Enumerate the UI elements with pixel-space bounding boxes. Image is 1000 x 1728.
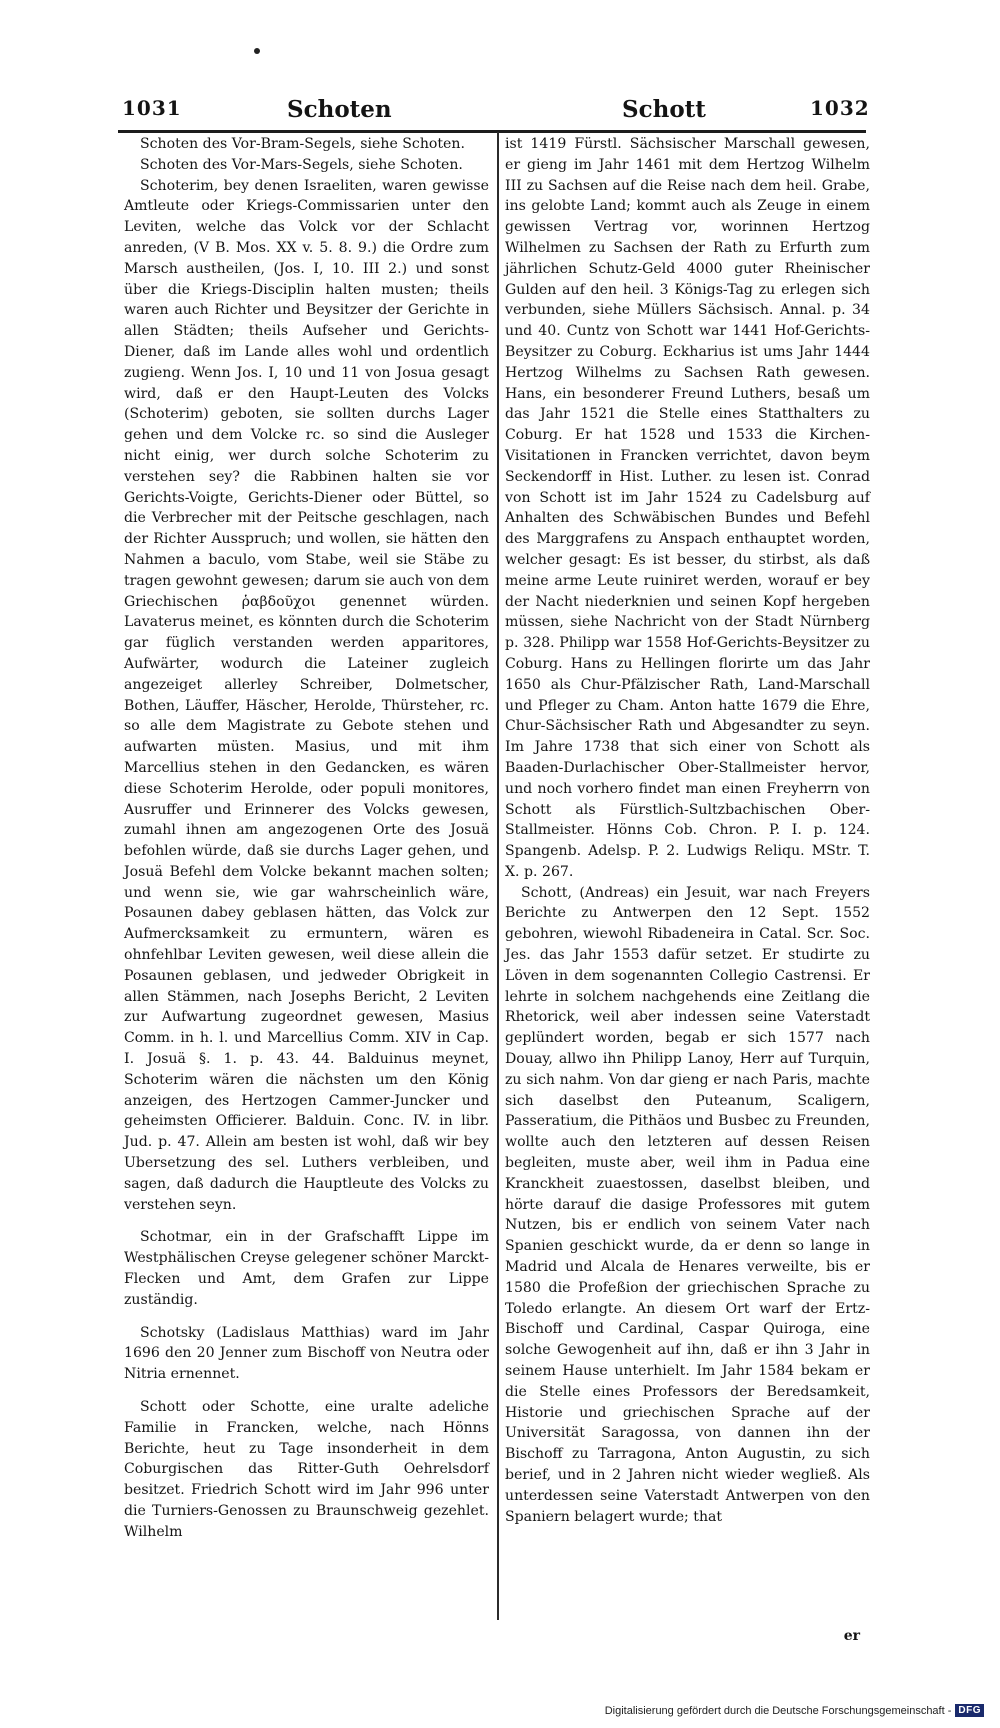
page-header — [122, 96, 870, 130]
entry-schotsky: Schotsky (Ladislaus Matthias) ward im Jahr 1696 den 20 Jenner zum Bischoff von Neutra oder Nitria ernennet. — [124, 1324, 489, 1383]
left-running-head: Schoten — [287, 96, 392, 123]
entry-vor-mars: Schoten des Vor-Mars-Segels, siehe Schoten. — [140, 156, 463, 173]
left-column — [124, 134, 489, 1543]
digitization-footer — [605, 1704, 984, 1717]
entry-schott-family-continued: ist 1419 Fürstl. Sächsischer Marschall gewesen, er gieng im Jahr 1461 mit dem Hertzog Wilhelm III zu Sachsen auf die Reise nach dem heil. Grabe, ins gelobte Land; kommt auch als Zeuge in einem gewissen Vertrag vor, worinnen Hertzog Wilhelmen zu Sachsen der Rath zu Erfurth zum jährlichen Schutz-Geld 4000 guter Rheinischer Gulden auf den heil. 3 Königs-Tag zu erlegen sich verbunden, siehe Müllers Sächsisch. Annal. p. 34 und 40. Cuntz von Schott war 1441 Hof-Gerichts-Beysitzer zu Coburg. Eckharius ist ums Jahr 1444 Hertzog Wilhelms zu Sachsen Rath gewesen. Hans, ein besonderer Freund Luthers, besaß um das Jahr 1521 die Stelle eines Statthalters zu Coburg. Er hat 1528 und 1533 die Kirchen-Visitationen in Francken verrichtet, davon beym Seckendorff in Hist. Luther. zu lesen ist. Conrad von Schott ist im Jahr 1524 zu Cadelsburg auf Anhalten des Schwäbischen Bundes und Befehl des Marggrafens zu Anspach enthauptet worden, welcher gesagt: Es ist besser, du stirbst, als daß meine arme Leute ruiniret werden, worauf er bey der Nacht niederknien und seinen Kopf hergeben müssen, siehe Nachricht von der Stadt Nürnberg p. 328. Philipp war 1558 Hof-Gerichts-Beysitzer zu Coburg. Hans zu Hellingen florirte um das Jahr 1650 als Chur-Pfälzischer Rath, Land-Marschall und Pfleger zu Cham. Anton hatte 1679 die Ehre, Chur-Sächsischer Rath und Abgesandter zu seyn. Im Jahre 1738 that sich einer von Schott als Baaden-Durlachischer Ober-Stallmeister hervor, und noch vorhero findet man einen Freyherrn von Schott als Fürstlich-Sultzbachischen Ober-Stallmeister. Hönns Cob. Chron. P. I. p. 124. Spangenb. Adelsp. P. 2. Ludwigs Reliqu. MStr. T. X. p. 267. — [505, 136, 870, 880]
left-page-number: 1031 — [122, 96, 182, 120]
entry-vor-bram: Schoten des Vor-Bram-Segels, siehe Schoten. — [140, 136, 465, 152]
header-rule — [118, 130, 866, 133]
right-page-number: 1032 — [810, 96, 870, 120]
entry-schotmar: Schotmar, ein in der Grafschafft Lippe im Westphälischen Creyse gelegener schöner Marckt-Flecken und Amt, dem Grafen zur Lippe zuständig. — [124, 1229, 489, 1308]
entry-schott-andreas: Schott, (Andreas) ein Jesuit, war nach Freyers Berichte zu Antwerpen den 12 Sept. 1552 gebohren, wiewohl Ribadeneira in Catal. Scr. Soc. Jes. das Jahr 1553 dafür setzet. Er studirte zu Löven in dem sogenannten Collegio Castrensi. Er lehrte in solchem nachgehends eine Zeitlang die Rhetorick, weil aber indessen seine Vaterstadt geplündert worden, begab er sich 1577 nach Douay, allwo ihn Philipp Lanoy, Herr auf Turquin, zu sich nahm. Von dar gieng er nach Paris, machte sich daselbst den Puteanum, Scaligern, Passeratium, die Pithäos und Busbec zu Freunden, wollte auch den letzteren auf dessen Reisen begleiten, muste aber, weil ihm in Padua eine Kranckheit zuaestossen, daselbst bleiben, und hörte darauf die dasige Professores mit gutem Nutzen, bis er endlich von seinem Vater nach Spanien geschickt wurde, da er denn so lange in Madrid und Alcala de Henares verweilte, bis er 1580 die Profeßion der griechischen Sprache zu Toledo erlangte. An diesem Ort warf der Ertz-Bischoff und Cardinal, Caspar Quiroga, eine solche Gewogenheit auf ihn, daß er ihn 3 Jahr in seinem Hause unterhielt. Im Jahr 1584 bekam er die Stelle eines Professors der Beredsamkeit, Historie und griechischen Sprache auf der Universität Saragossa, von dannen ihn der Bischoff zu Tarragona, Anton Augustin, zu sich berief, und in 2 Jahren nicht wieder wegließ. Als unterdessen seine Vaterstadt Antwerpen von den Spaniern belagert wurde; that — [505, 884, 870, 1525]
right-column — [505, 134, 870, 1527]
entry-schott-family: Schott oder Schotte, eine uralte adeliche Familie in Francken, welche, nach Hönns Berichte, heut zu Tage insonderheit in dem Coburgischen das Ritter-Guth Oehrelsdorf besitzet. Friedrich Schott wird im Jahr 996 unter die Turniers-Genossen zu Braunschweig gezehlet. Wilhelm — [124, 1399, 489, 1540]
column-divider — [497, 132, 499, 1620]
ink-dot — [254, 48, 260, 54]
right-running-head: Schott — [622, 96, 706, 123]
catchword: er — [843, 1628, 860, 1644]
entry-schoterim: Schoterim, bey denen Israeliten, waren gewisse Amtleute oder Kriegs-Commissarien unter den Leviten, welche das Volck vor der Schlacht anreden, (V B. Mos. XX v. 5. 8. 9.) die Ordre zum Marsch austheilen, (Jos. I, 10. III 2.) und sonst über die Kriegs-Disciplin halten musten; theils waren auch Richter und Beysitzer der Gerichte in allen Städten; theils Aufseher und Gerichts-Diener, daß im Lande alles wohl und ordentlich zugieng. Wenn Jos. I, 10 und 11 von Josua gesagt wird, daß er den Haupt-Leuten des Volcks (Schoterim) geboten, sie sollten durchs Lager gehen und dem Volcke rc. so sind die Ausleger nicht einig, wer durch solche Schoterim zu verstehen sey? die Rabbinen halten sie vor Gerichts-Voigte, Gerichts-Diener oder Büttel, so die Verbrecher mit der Peitsche geschlagen, nach der Richter Ausspruch; und wollen, sie hätten den Nahmen a baculo, vom Stabe, weil sie Stäbe zu tragen gewohnt gewesen; darum sie auch von dem Griechischen ῥαβδοῦχοι genennet würden. Lavaterus meinet, es könnten durch die Schoterim gar füglich verstanden werden apparitores, Aufwärter, wodurch die Lateiner zugleich angezeiget allerley Schreiber, Dolmetscher, Bothen, Läuffer, Häscher, Herolde, Thürsteher, rc. so alle dem Magistrate zu Gebote stehen und aufwarten müsten. Masius, und mit ihm Marcellius stehen in den Gedancken, es wären diese Schoterim Herolde, oder populi monitores, Ausruffer und Erinnerer des Volcks gewesen, zumahl ihnen am angezogenen Orte des Josuä befohlen würde, daß sie durchs Lager gehen, und Josuä Befehl dem Volcke bekannt machen solten; und wenn sie, wie gar wahrscheinlich wäre, Posaunen dabey geblasen hätten, das Volck zur Aufmercksamkeit zu ermuntern, wären es ohnfehlbar Leviten gewesen, weil diese allein die Posaunen geblasen, und jedweder Obrigkeit in allen Stämmen, nach Josephs Bericht, 2 Leviten zur Aufwartung zugeordnet gewesen, Masius Comm. in h. l. und Marcellius Comm. XIV in Cap. I. Josuä §. 1. p. 43. 44. Balduinus meynet, Schoterim wären die nächsten um den König anzeigen, des Hertzogen Cammer-Juncker und geheimsten Officierer. Balduin. Conc. IV. in libr. Jud. p. 47. Allein am besten ist wohl, daß wir bey Ubersetzung des sel. Luthers verbleiben, und sagen, daß dadurch die Hauptleute des Volcks zu verstehen seyn. — [124, 177, 489, 1213]
footer-text: Digitalisierung gefördert durch die Deutsche Forschungsgemeinschaft - — [604, 1704, 952, 1717]
dfg-logo-icon: DFG — [955, 1704, 984, 1717]
